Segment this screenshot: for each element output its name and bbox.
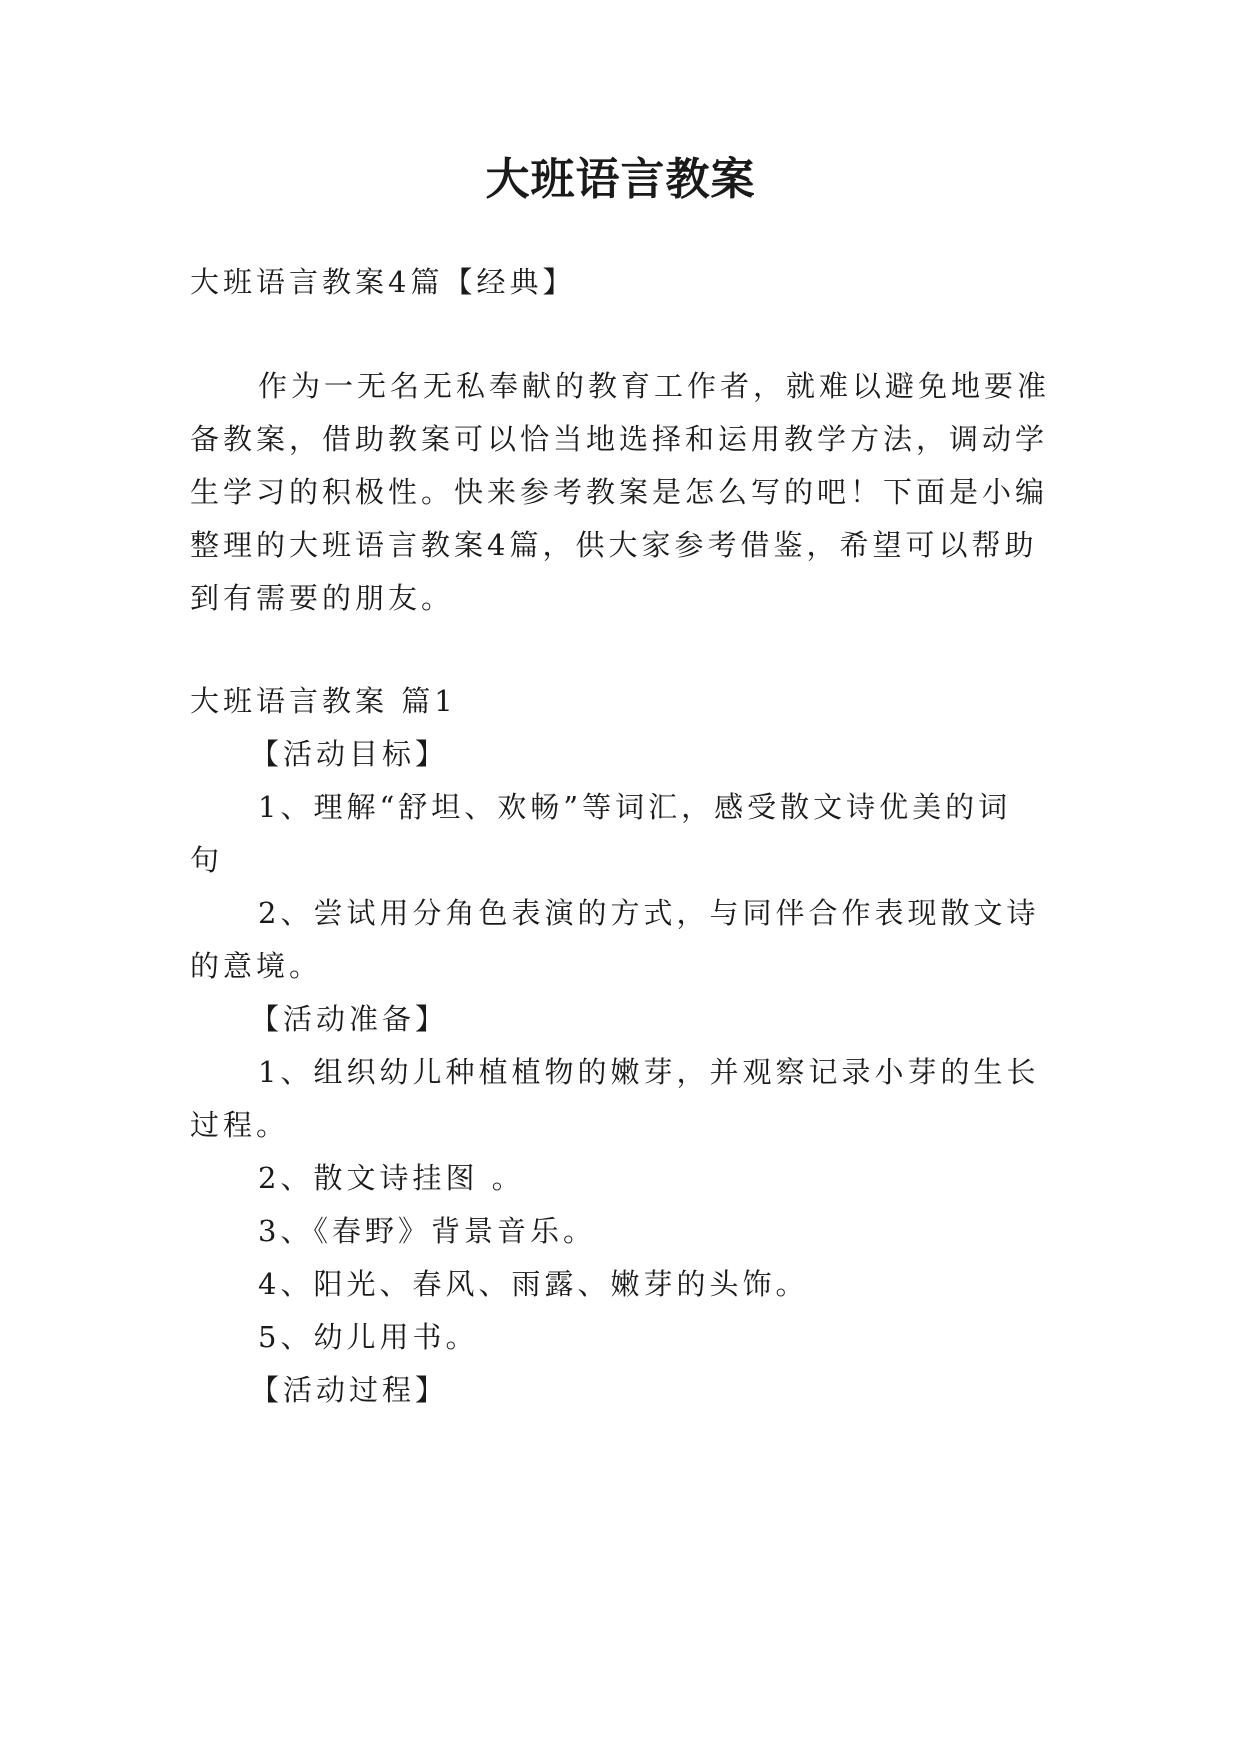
intro-line: 作为一无名无私奉献的教育工作者，就难以避免地要准 <box>258 369 1051 403</box>
intro-line: 整理的大班语言教案4篇，供大家参考借鉴，希望可以帮助 <box>190 528 1038 562</box>
goals-heading: 【活动目标】 <box>250 737 449 771</box>
intro-line: 备教案，借助教案可以恰当地选择和运用教学方法，调动学 <box>190 422 1049 456</box>
prep-line: 4、阳光、春风、雨露、嫩芽的头饰。 <box>258 1267 809 1301</box>
goal-line: 的意境。 <box>190 949 323 983</box>
goal-line: 2、尝试用分角色表演的方式，与同伴合作表现散文诗 <box>258 896 1040 930</box>
prep-line: 2、散文诗挂图 。 <box>258 1161 525 1195</box>
prep-line: 5、幼儿用书。 <box>258 1320 479 1354</box>
prep-heading: 【活动准备】 <box>250 1002 449 1036</box>
prep-line: 1、组织幼儿种植植物的嫩芽，并观察记录小芽的生长 <box>258 1055 1040 1089</box>
document-subtitle: 大班语言教案4篇【经典】 <box>190 265 576 299</box>
prep-line: 3、《春野》背景音乐。 <box>258 1214 596 1248</box>
intro-line: 到有需要的朋友。 <box>190 581 455 615</box>
prep-line: 过程。 <box>190 1108 290 1142</box>
intro-line: 生学习的积极性。快来参考教案是怎么写的吧！下面是小编 <box>190 475 1049 509</box>
section-heading: 大班语言教案 篇1 <box>190 684 457 718</box>
goal-line: 句 <box>190 843 224 877</box>
goal-line: 1、理解“舒坦、欢畅”等词汇，感受散文诗优美的词 <box>258 790 1012 824</box>
process-heading: 【活动过程】 <box>250 1373 449 1407</box>
page-title: 大班语言教案 <box>485 154 756 205</box>
